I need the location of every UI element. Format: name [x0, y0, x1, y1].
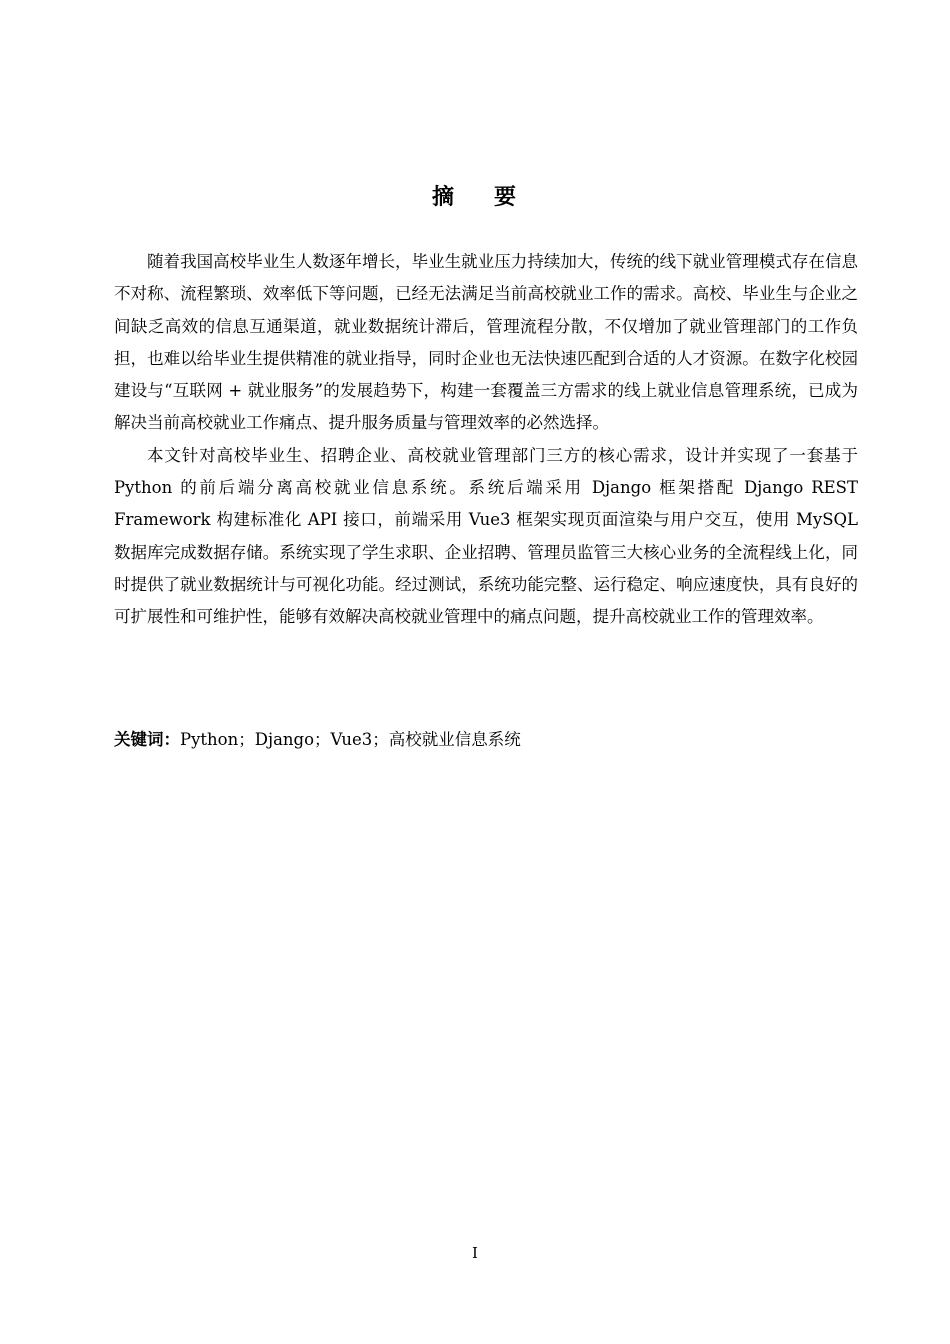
- title-char-2: 要: [494, 185, 519, 210]
- abstract-paragraph-2: 本文针对高校毕业生、招聘企业、高校就业管理部门三方的核心需求，设计并实现了一套基于 Python 的前后端分离高校就业信息系统。系统后端采用 Django 框架搭配 Django REST Framework 构建标准化 API 接口，前端采用 Vue3 框架实现页面渲染与用户交互，使用 MySQL 数据库完成数据存储。系统实现了学生求职、企业招聘、管理员监管三大核心业务的全流程线上化，同时提供了就业数据统计与可视化功能。经过测试，系统功能完整、运行稳定、响应速度快，具有良好的可扩展性和可维护性，能够有效解决高校就业管理中的痛点问题，提升高校就业工作的管理效率。: [114, 445, 858, 627]
- title-char-1: 摘: [431, 185, 456, 210]
- page-title: [0, 180, 950, 211]
- keywords-line: [114, 726, 858, 754]
- abstract-body: [114, 246, 858, 634]
- keywords-text: Python；Django；Vue3；高校就业信息系统: [180, 730, 521, 749]
- page-number: I: [472, 1244, 478, 1262]
- abstract-paragraph-1: 随着我国高校毕业生人数逐年增长，毕业生就业压力持续加大，传统的线下就业管理模式存在信息不对称、流程繁琐、效率低下等问题，已经无法满足当前高校就业工作的需求。高校、毕业生与企业之间缺乏高效的信息互通渠道，就业数据统计滞后，管理流程分散，不仅增加了就业管理部门的工作负担，也难以给毕业生提供精准的就业指导，同时企业也无法快速匹配到合适的人才资源。在数字化校园建设与“互联网 + 就业服务”的发展趋势下，构建一套覆盖三方需求的线上就业信息管理系统，已成为解决当前高校就业工作痛点、提升服务质量与管理效率的必然选择。: [114, 252, 858, 433]
- keywords-label: 关键词：: [114, 730, 180, 749]
